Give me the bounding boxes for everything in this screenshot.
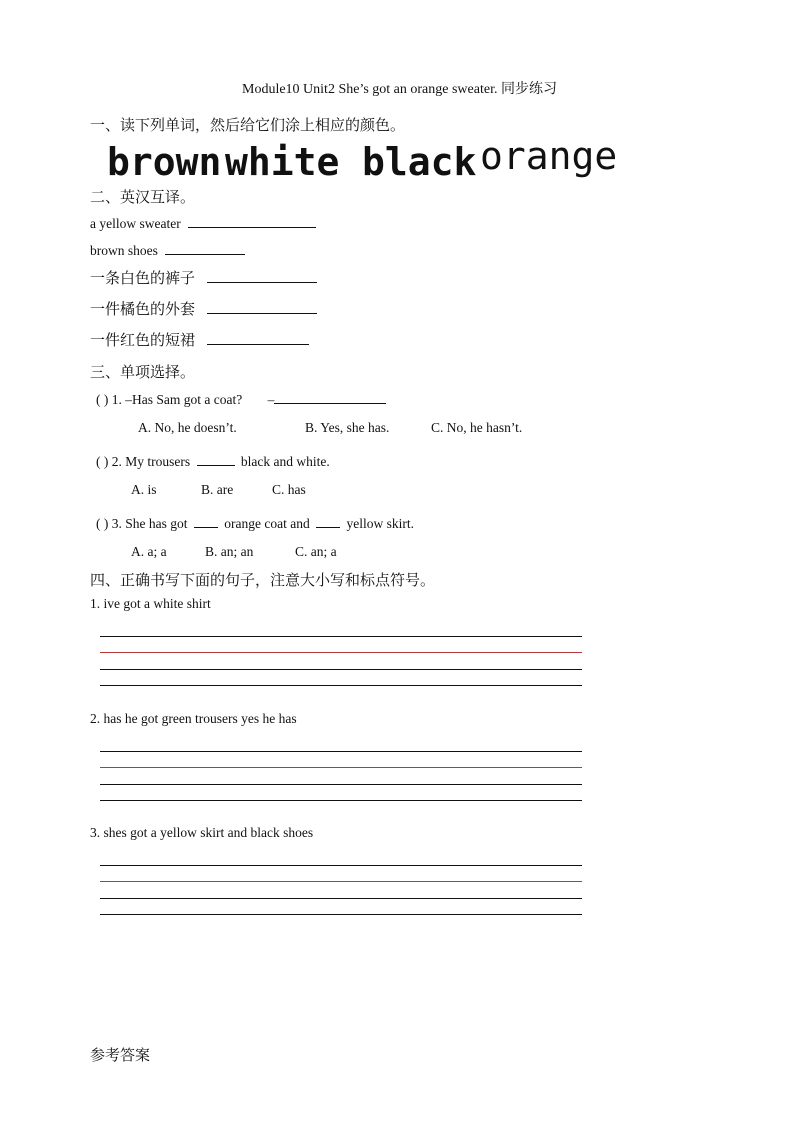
sentence-1: 1. ive got a white shirt	[90, 596, 211, 611]
sentence-2: 2. has he got green trousers yes he has	[90, 711, 297, 726]
writing-line[interactable]	[100, 784, 582, 785]
translate-item-text: brown shoes	[90, 243, 158, 258]
answer-blank[interactable]	[274, 389, 386, 404]
writing-line[interactable]	[100, 914, 582, 915]
question-1	[96, 389, 386, 408]
section2-heading: 二、英汉互译。	[90, 190, 196, 206]
sentence-3: 3. shes got a yellow skirt and black shoes	[90, 825, 314, 840]
question-3	[96, 513, 414, 532]
answer-paren[interactable]: ( )	[96, 516, 109, 531]
q3-option-c[interactable]: C. an; a	[295, 544, 337, 559]
writing-line[interactable]	[100, 669, 582, 670]
answer-blank[interactable]	[165, 240, 245, 255]
q3-option-a[interactable]: A. a; a	[131, 544, 167, 559]
translate-item-text: 一条白色的裤子	[90, 271, 196, 287]
writing-line[interactable]	[100, 685, 582, 686]
q1-option-b[interactable]: B. Yes, she has.	[305, 420, 390, 435]
q1-option-c[interactable]: C. No, he hasn’t.	[431, 420, 523, 435]
translate-item-text: a yellow sweater	[90, 216, 181, 231]
translate-item-1	[90, 213, 316, 232]
answer-blank[interactable]	[197, 451, 235, 466]
section4-heading: 四、正确书写下面的句子，注意大小写和标点符号。	[90, 573, 436, 589]
writing-line-red[interactable]	[100, 767, 582, 768]
page-title: Module10 Unit2 She’s got an orange sweater. 同步练习	[242, 82, 557, 97]
answers-heading: 参考答案	[90, 1048, 151, 1064]
q2-option-b[interactable]: B. are	[201, 482, 234, 497]
q3-option-b[interactable]: B. an; an	[205, 544, 254, 559]
color-word-black: black	[362, 140, 477, 184]
answer-paren[interactable]: ( )	[96, 392, 109, 407]
writing-line-red[interactable]	[100, 881, 582, 882]
question-stem: orange coat and	[224, 516, 310, 531]
answer-blank[interactable]	[207, 330, 309, 345]
answer-blank[interactable]	[194, 513, 218, 528]
color-word-brown: brown	[107, 140, 222, 184]
answer-blank[interactable]	[207, 299, 317, 314]
writing-line[interactable]	[100, 636, 582, 637]
answer-blank[interactable]	[188, 213, 316, 228]
answer-blank[interactable]	[316, 513, 340, 528]
writing-line[interactable]	[100, 751, 582, 752]
q2-option-a[interactable]: A. is	[131, 482, 157, 497]
answer-blank[interactable]	[207, 268, 317, 283]
question-2	[96, 451, 330, 470]
q2-option-c[interactable]: C. has	[272, 482, 306, 497]
translate-item-3	[90, 267, 317, 288]
writing-line[interactable]	[100, 800, 582, 801]
writing-line[interactable]	[100, 898, 582, 899]
writing-line[interactable]	[100, 865, 582, 866]
writing-line-red[interactable]	[100, 652, 582, 653]
question-stem: 1. –Has Sam got a coat?	[111, 392, 243, 407]
translate-item-2	[90, 240, 245, 259]
question-stem: 2. My trousers	[111, 454, 191, 469]
question-stem: 3. She has got	[111, 516, 188, 531]
translate-item-5	[90, 329, 309, 350]
translate-item-4	[90, 298, 317, 319]
color-word-white: white	[225, 140, 340, 184]
translate-item-text: 一件红色的短裙	[90, 333, 196, 349]
color-word-orange: orange	[480, 134, 618, 178]
question-stem: black and white.	[240, 454, 330, 469]
section3-heading: 三、单项选择。	[90, 365, 196, 381]
question-dash: –	[267, 392, 275, 407]
translate-item-text: 一件橘色的外套	[90, 302, 196, 318]
question-stem: yellow skirt.	[346, 516, 414, 531]
answer-paren[interactable]: ( )	[96, 454, 109, 469]
section1-heading: 一、读下列单词，然后给它们涂上相应的颜色。	[90, 118, 406, 134]
q1-option-a[interactable]: A. No, he doesn’t.	[138, 420, 237, 435]
